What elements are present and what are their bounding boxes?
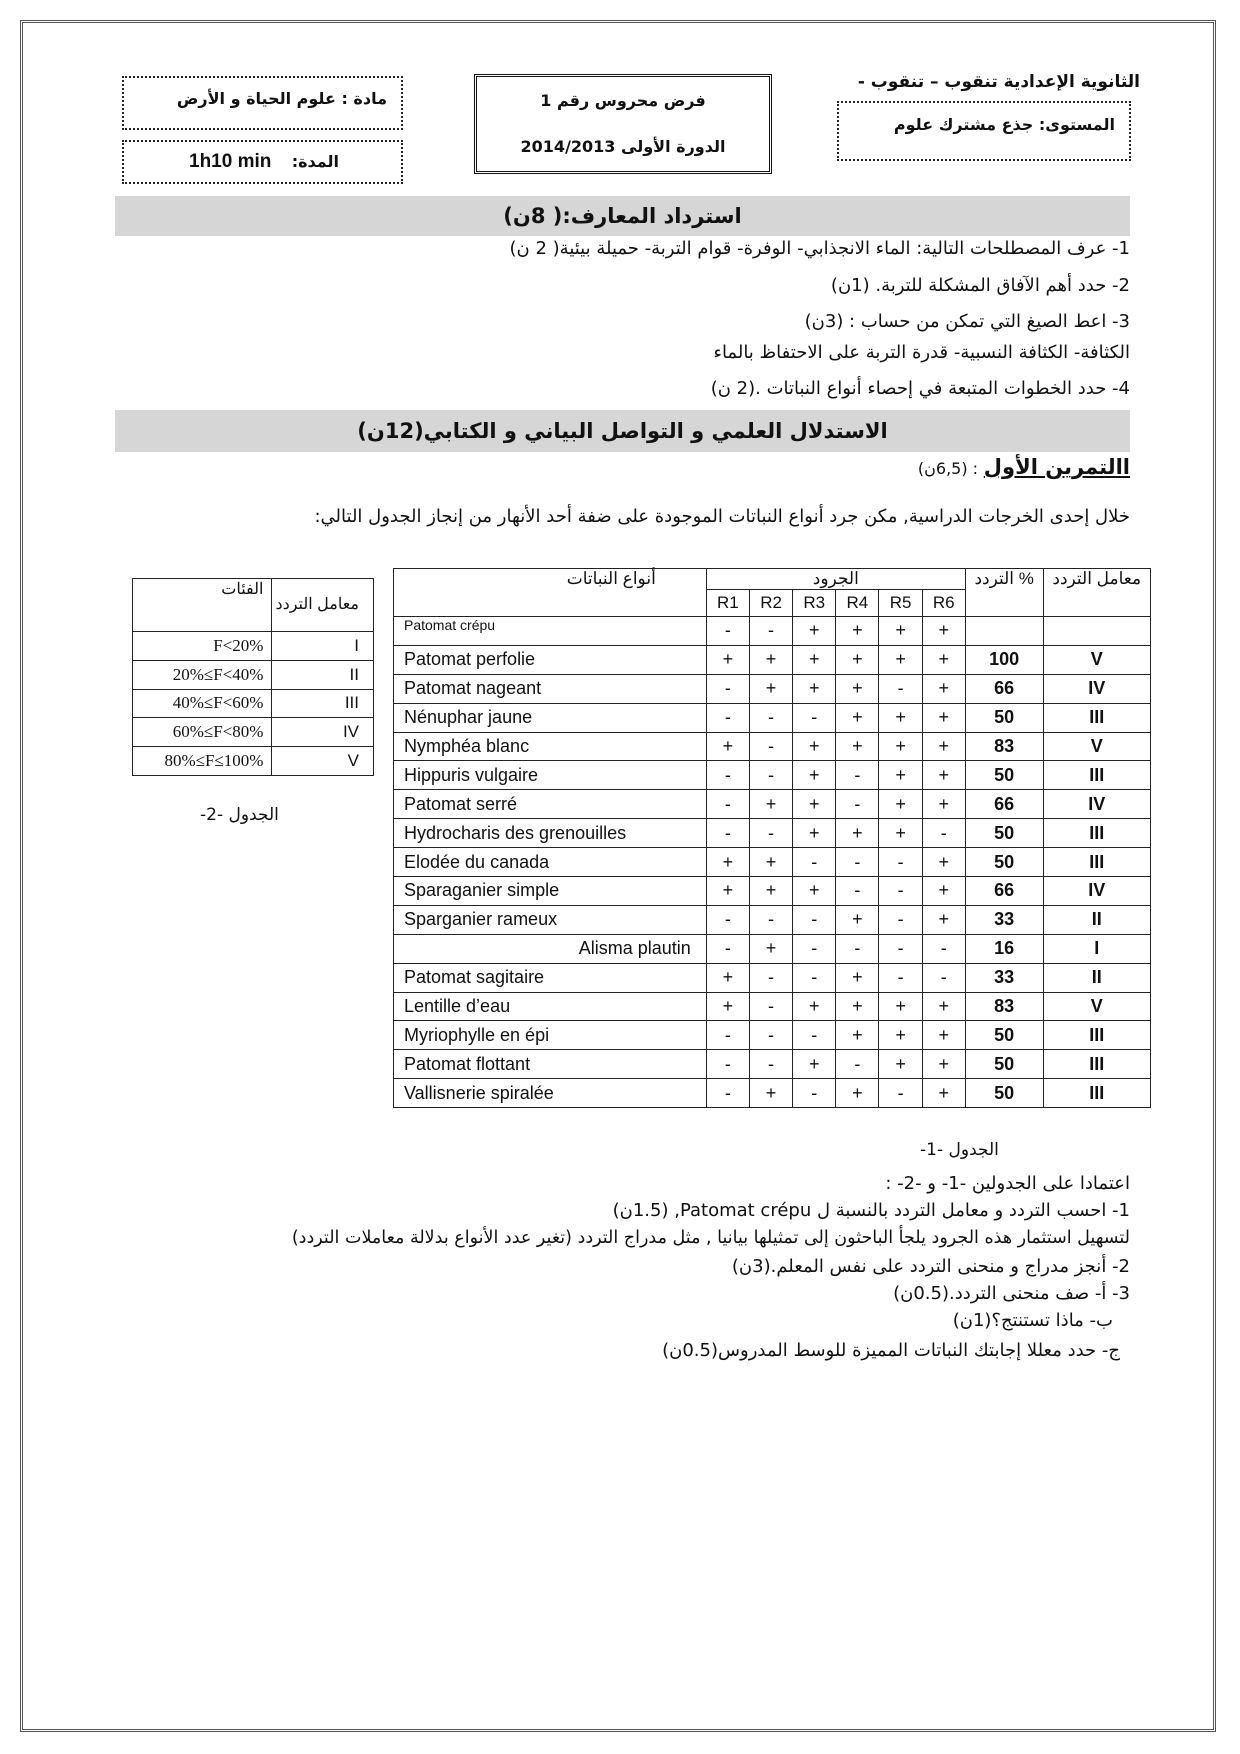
class-coefficient: II	[272, 660, 374, 689]
presence-mark: +	[922, 1021, 965, 1050]
presence-mark: -	[706, 790, 749, 819]
class-range: 20%≤F<40%	[133, 660, 272, 689]
part1-question-3-detail: الكثافة- الكثافة النسبية- قدرة التربة على الاحتفاظ بالماء	[713, 342, 1130, 363]
frequency-value: 50	[965, 1021, 1043, 1050]
frequency-value: 66	[965, 877, 1043, 906]
presence-mark: +	[706, 992, 749, 1021]
presence-mark: -	[879, 905, 922, 934]
presence-mark: -	[879, 963, 922, 992]
part1-question-1: 1- عرف المصطلحات التالية: الماء الانجذابي- الوفرة- قوام التربة- حميلة بيئية( 2 ن)	[509, 238, 1130, 259]
presence-mark: -	[706, 819, 749, 848]
frequency-value: 66	[965, 674, 1043, 703]
presence-mark: +	[922, 1079, 965, 1108]
presence-mark: -	[879, 877, 922, 906]
presence-mark: -	[793, 934, 836, 963]
presence-mark: +	[836, 905, 879, 934]
frequency-value: 83	[965, 732, 1043, 761]
presence-mark: -	[749, 732, 792, 761]
presence-mark: -	[749, 1050, 792, 1079]
presence-mark: -	[879, 674, 922, 703]
presence-mark: -	[793, 703, 836, 732]
presence-mark: +	[836, 617, 879, 646]
species-name: Sparaganier simple	[394, 877, 707, 906]
question-context: لتسهيل استثمار هذه الجرود يلجأ الباحثون إلى تمثيلها بيانيا , مثل مدراج التردد (تغير عدد الأنواع بدلالة معاملات التردد)	[291, 1228, 1130, 1248]
frequency-value: 50	[965, 848, 1043, 877]
presence-mark: -	[836, 848, 879, 877]
table-row	[394, 877, 1151, 906]
plot-label: R5	[879, 590, 922, 617]
class-range: F<20%	[133, 632, 272, 661]
presence-mark: -	[836, 877, 879, 906]
plot-label: R6	[922, 590, 965, 617]
presence-mark: -	[793, 1021, 836, 1050]
table-row	[394, 790, 1151, 819]
frequency-value: 33	[965, 905, 1043, 934]
classes-header: الفئات	[133, 579, 272, 632]
presence-mark: +	[793, 732, 836, 761]
table-row	[394, 703, 1151, 732]
presence-mark: +	[879, 819, 922, 848]
frequency-value: 50	[965, 819, 1043, 848]
table1-caption: الجدول -1-	[920, 1140, 999, 1160]
presence-mark: +	[749, 848, 792, 877]
table-row	[133, 689, 374, 718]
table-row	[394, 934, 1151, 963]
presence-mark: -	[836, 934, 879, 963]
presence-mark: -	[706, 1021, 749, 1050]
presence-mark: +	[879, 732, 922, 761]
presence-mark: -	[793, 905, 836, 934]
frequency-header: التردد %	[965, 569, 1043, 617]
class-coefficient: III	[272, 689, 374, 718]
exam-session: الدورة الأولى 2014/2013	[520, 137, 726, 156]
part1-question-4: 4- حدد الخطوات المتبعة في إحصاء أنواع النباتات .(2 ن)	[710, 378, 1130, 399]
plot-label: R4	[836, 590, 879, 617]
table-row	[394, 761, 1151, 790]
presence-mark: +	[836, 1079, 879, 1108]
species-name: Myriophylle en épi	[394, 1021, 707, 1050]
table-row	[133, 718, 374, 747]
presence-mark: +	[749, 877, 792, 906]
subject-box	[122, 76, 403, 130]
coefficient-value: IV	[1043, 674, 1151, 703]
presence-mark: +	[793, 877, 836, 906]
plots-header: الجرود	[706, 569, 965, 590]
coefficient-value: I	[1043, 934, 1151, 963]
table-row	[394, 992, 1151, 1021]
presence-mark: -	[706, 905, 749, 934]
presence-mark: +	[706, 877, 749, 906]
coefficient-value: III	[1043, 1050, 1151, 1079]
presence-mark: -	[706, 1079, 749, 1108]
level-label: المستوى: جذع مشترك علوم	[893, 115, 1115, 134]
presence-mark: +	[793, 790, 836, 819]
part1-question-2: 2- حدد أهم الآفاق المشكلة للتربة. (1ن)	[830, 275, 1130, 296]
presence-mark: +	[836, 963, 879, 992]
species-name: Alisma plautin	[394, 934, 707, 963]
school-name: الثانوية الإعدادية تنقوب – تنقوب -	[857, 72, 1140, 92]
frequency-value: 100	[965, 645, 1043, 674]
exercise-heading	[918, 455, 1130, 479]
coefficient-value: V	[1043, 645, 1151, 674]
question-3c: ج- حدد معللا إجابتك النباتات المميزة للوسط المدروس(0.5ن)	[662, 1340, 1120, 1361]
frequency-value: 50	[965, 761, 1043, 790]
presence-mark: +	[879, 1021, 922, 1050]
species-name: Patomat sagitaire	[394, 963, 707, 992]
presence-mark: -	[706, 761, 749, 790]
table-row	[394, 1079, 1151, 1108]
species-name: Hippuris vulgaire	[394, 761, 707, 790]
part1-question-3: 3- اعط الصيغ التي تمكن من حساب : (3ن)	[804, 311, 1130, 332]
question-3b: ب- ماذا تستنتج؟(1ن)	[952, 1310, 1113, 1331]
presence-mark: +	[922, 992, 965, 1021]
species-name: Patomat crépu	[394, 617, 707, 646]
frequency-value: 50	[965, 1079, 1043, 1108]
table-row	[394, 963, 1151, 992]
duration-box	[122, 140, 403, 184]
plot-label: R2	[749, 590, 792, 617]
frequency-value: 50	[965, 703, 1043, 732]
class-range: 80%≤F≤100%	[133, 747, 272, 776]
presence-mark: -	[879, 1079, 922, 1108]
species-name: Patomat serré	[394, 790, 707, 819]
presence-mark: -	[793, 848, 836, 877]
species-name: Patomat perfolie	[394, 645, 707, 674]
presence-mark: +	[706, 732, 749, 761]
species-name: Elodée du canada	[394, 848, 707, 877]
presence-mark: +	[706, 963, 749, 992]
presence-mark: +	[922, 790, 965, 819]
table-row	[133, 747, 374, 776]
presence-mark: -	[749, 992, 792, 1021]
presence-mark: +	[836, 674, 879, 703]
presence-mark: +	[793, 992, 836, 1021]
table-row	[394, 1021, 1151, 1050]
exercise-intro: خلال إحدى الخرجات الدراسية, مكن جرد أنواع النباتات الموجودة على ضفة أحد الأنهار من إنجاز الجدول التالي:	[314, 506, 1130, 527]
part1-title-band: استرداد المعارف:( 8ن)	[115, 196, 1130, 236]
presence-mark: +	[879, 1050, 922, 1079]
presence-mark: -	[836, 761, 879, 790]
class-coefficient: IV	[272, 718, 374, 747]
presence-mark: +	[922, 761, 965, 790]
presence-mark: +	[922, 703, 965, 732]
exercise-title: االتمرين الأول	[983, 455, 1130, 479]
coefficient-value	[1043, 617, 1151, 646]
species-name: Sparganier rameux	[394, 905, 707, 934]
coefficient-value: III	[1043, 761, 1151, 790]
frequency-value: 16	[965, 934, 1043, 963]
presence-mark: -	[922, 819, 965, 848]
coefficient-header: معامل التردد	[1043, 569, 1151, 617]
presence-mark: +	[836, 732, 879, 761]
inventory-table	[393, 568, 1151, 1108]
presence-mark: +	[879, 645, 922, 674]
question-1: 1- احسب التردد و معامل التردد بالنسبة ل Patomat crépu, (1.5ن)	[612, 1200, 1130, 1221]
table-row	[394, 645, 1151, 674]
table-row	[394, 732, 1151, 761]
frequency-value: 66	[965, 790, 1043, 819]
frequency-classes-table	[132, 578, 374, 776]
presence-mark: +	[749, 674, 792, 703]
frequency-value: 83	[965, 992, 1043, 1021]
presence-mark: +	[793, 1050, 836, 1079]
class-coefficient: I	[272, 632, 374, 661]
species-header: أنواع النباتات	[394, 569, 707, 617]
presence-mark: +	[749, 1079, 792, 1108]
presence-mark: +	[922, 617, 965, 646]
species-name: Nénuphar jaune	[394, 703, 707, 732]
presence-mark: +	[793, 617, 836, 646]
level-box	[837, 101, 1131, 161]
presence-mark: -	[749, 963, 792, 992]
presence-mark: +	[793, 819, 836, 848]
presence-mark: +	[922, 674, 965, 703]
presence-mark: -	[793, 963, 836, 992]
table-row	[394, 674, 1151, 703]
table-row	[394, 905, 1151, 934]
part2-title-band: الاستدلال العلمي و التواصل البياني و الكتابي(12ن)	[115, 410, 1130, 452]
presence-mark: +	[879, 703, 922, 732]
presence-mark: +	[706, 645, 749, 674]
table-row	[394, 617, 1151, 646]
presence-mark: +	[879, 761, 922, 790]
presence-mark: +	[706, 848, 749, 877]
subject-label: مادة : علوم الحياة و الأرض	[176, 89, 387, 108]
presence-mark: -	[836, 1050, 879, 1079]
presence-mark: +	[793, 645, 836, 674]
presence-mark: +	[793, 761, 836, 790]
duration-value: 1h10 min	[189, 151, 272, 172]
table-row	[394, 848, 1151, 877]
question-2: 2- أنجز مدراج و منحنى التردد على نفس المعلم.(3ن)	[731, 1256, 1130, 1277]
presence-mark: +	[922, 877, 965, 906]
presence-mark: -	[879, 934, 922, 963]
coefficient-value: II	[1043, 963, 1151, 992]
presence-mark: -	[793, 1079, 836, 1108]
presence-mark: +	[922, 1050, 965, 1079]
coefficient-value: III	[1043, 703, 1151, 732]
frequency-value: 33	[965, 963, 1043, 992]
class-range: 40%≤F<60%	[133, 689, 272, 718]
presence-mark: -	[706, 617, 749, 646]
presence-mark: -	[749, 905, 792, 934]
question-3a: 3- أ- صف منحنى التردد.(0.5ن)	[893, 1283, 1130, 1304]
presence-mark: -	[879, 848, 922, 877]
table-row	[394, 819, 1151, 848]
presence-mark: +	[749, 934, 792, 963]
presence-mark: -	[706, 703, 749, 732]
presence-mark: +	[879, 790, 922, 819]
plot-label: R1	[706, 590, 749, 617]
presence-mark: +	[922, 905, 965, 934]
species-name: Vallisnerie spiralée	[394, 1079, 707, 1108]
presence-mark: -	[749, 617, 792, 646]
presence-mark: -	[922, 963, 965, 992]
class-coefficient: V	[272, 747, 374, 776]
species-name: Patomat flottant	[394, 1050, 707, 1079]
exercise-points: : (6,5ن)	[917, 459, 979, 478]
presence-mark: +	[922, 848, 965, 877]
presence-mark: +	[836, 1021, 879, 1050]
presence-mark: -	[749, 761, 792, 790]
coefficient-value: IV	[1043, 877, 1151, 906]
presence-mark: +	[836, 819, 879, 848]
presence-mark: -	[706, 1050, 749, 1079]
coefficient-class-header: معامل التردد	[272, 579, 374, 632]
coefficient-value: II	[1043, 905, 1151, 934]
presence-mark: +	[793, 674, 836, 703]
presence-mark: -	[922, 934, 965, 963]
presence-mark: +	[749, 790, 792, 819]
presence-mark: +	[879, 992, 922, 1021]
coefficient-value: V	[1043, 732, 1151, 761]
presence-mark: +	[922, 645, 965, 674]
presence-mark: -	[749, 1021, 792, 1050]
frequency-value	[965, 617, 1043, 646]
class-range: 60%≤F<80%	[133, 718, 272, 747]
presence-mark: +	[879, 617, 922, 646]
coefficient-value: III	[1043, 819, 1151, 848]
exam-title-box	[474, 74, 772, 174]
coefficient-value: III	[1043, 1079, 1151, 1108]
table-row	[133, 632, 374, 661]
exam-title: فرض محروس رقم 1	[540, 91, 706, 110]
coefficient-value: V	[1043, 992, 1151, 1021]
table-row	[394, 1050, 1151, 1079]
presence-mark: -	[749, 819, 792, 848]
species-name: Nymphéa blanc	[394, 732, 707, 761]
frequency-value: 50	[965, 1050, 1043, 1079]
presence-mark: +	[836, 703, 879, 732]
presence-mark: -	[706, 934, 749, 963]
presence-mark: +	[836, 645, 879, 674]
presence-mark: -	[706, 674, 749, 703]
species-name: Patomat nageant	[394, 674, 707, 703]
presence-mark: +	[836, 992, 879, 1021]
presence-mark: +	[749, 645, 792, 674]
species-name: Lentille d’eau	[394, 992, 707, 1021]
questions-intro: اعتمادا على الجدولين -1- و -2- :	[885, 1173, 1130, 1194]
presence-mark: +	[922, 732, 965, 761]
coefficient-value: III	[1043, 1021, 1151, 1050]
presence-mark: -	[836, 790, 879, 819]
table-row	[133, 660, 374, 689]
plot-label: R3	[793, 590, 836, 617]
table2-caption: الجدول -2-	[200, 805, 279, 825]
coefficient-value: III	[1043, 848, 1151, 877]
duration-label: المدة:	[291, 152, 339, 171]
coefficient-value: IV	[1043, 790, 1151, 819]
species-name: Hydrocharis des grenouilles	[394, 819, 707, 848]
presence-mark: -	[749, 703, 792, 732]
